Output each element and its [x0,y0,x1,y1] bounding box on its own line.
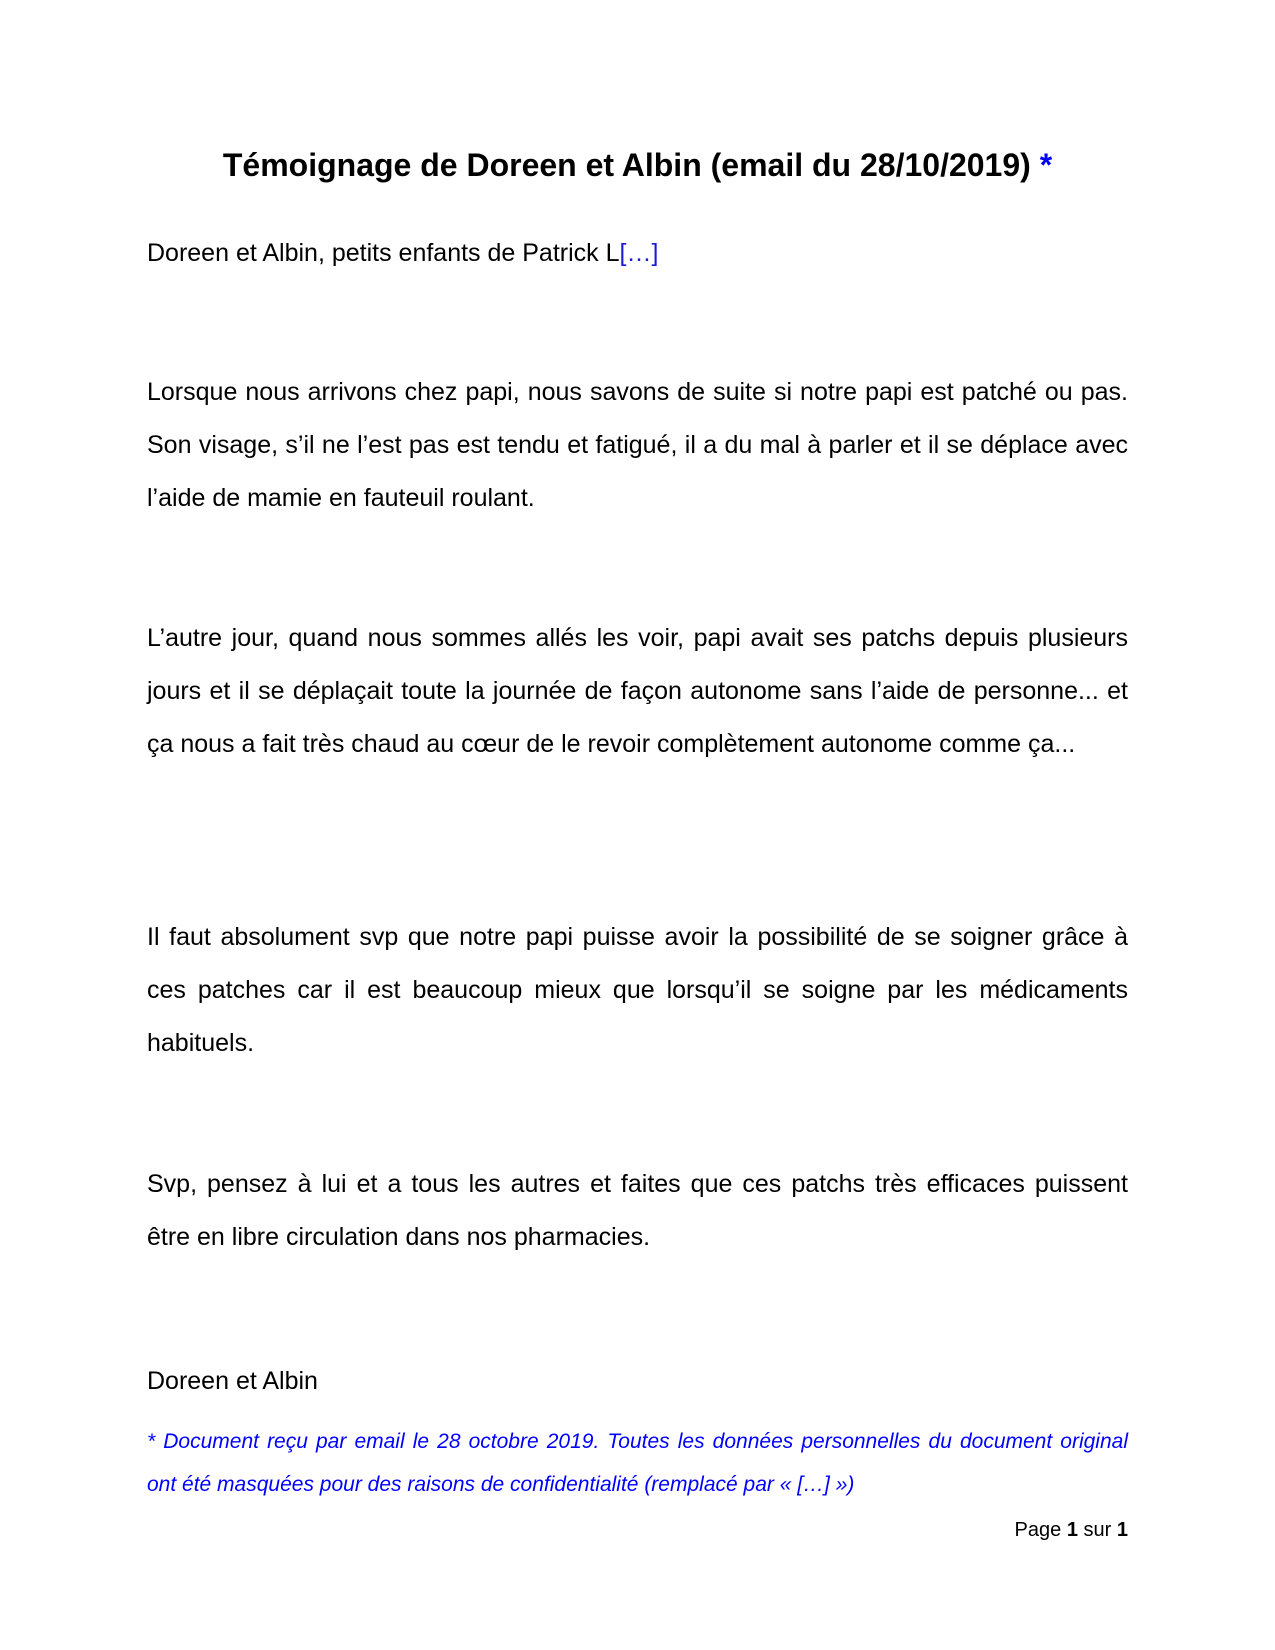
document-subtitle [147,227,1128,280]
paragraph: Lorsque nous arrivons chez papi, nous savons de suite si notre papi est patché ou pas. Son visage, s’il ne l’est pas est tendu et fatigué, il a du mal à parler et il se déplace avec l’aide de mamie en fauteuil roulant. [147,378,1128,512]
page-number [1015,1516,1128,1544]
footnote: * Document reçu par email le 28 octobre 2019. Toutes les données personnelles du document original ont été masquées pour des raisons de confidentialité (remplacé par « […] ») [147,1430,1128,1496]
paragraph: Il faut absolument svp que notre papi puisse avoir la possibilité de se soigner grâce à ces patches car il est beaucoup mieux que lorsqu’il se soigne par les médicaments habituels. [147,923,1128,1057]
title-footnote-marker: * [1039,147,1053,183]
redacted-marker: […] [619,239,659,267]
paragraph: L’autre jour, quand nous sommes allés les voir, papi avait ses patchs depuis plusieurs jours et il se déplaçait toute la journée de façon autonome sans l’aide de personne... et ça nous a fait très chaud au cœur de le revoir complètement autonome comme ça... [147,624,1128,758]
page-label-prefix: Page [1014,1519,1062,1541]
paragraph: Svp, pensez à lui et a tous les autres et faites que ces patchs très efficaces puissent être en libre circulation dans nos pharmacies. [147,1170,1128,1251]
title-text: Témoignage de Doreen et Albin (email du 28/10/2019) [222,147,1031,183]
page-current: 1 [1066,1519,1078,1541]
subtitle-text: Doreen et Albin, petits enfants de Patrick L [147,239,620,267]
signature: Doreen et Albin [147,1367,318,1395]
document-title [0,145,1275,185]
page-total: 1 [1116,1519,1128,1541]
page-label-middle: sur [1083,1519,1112,1541]
